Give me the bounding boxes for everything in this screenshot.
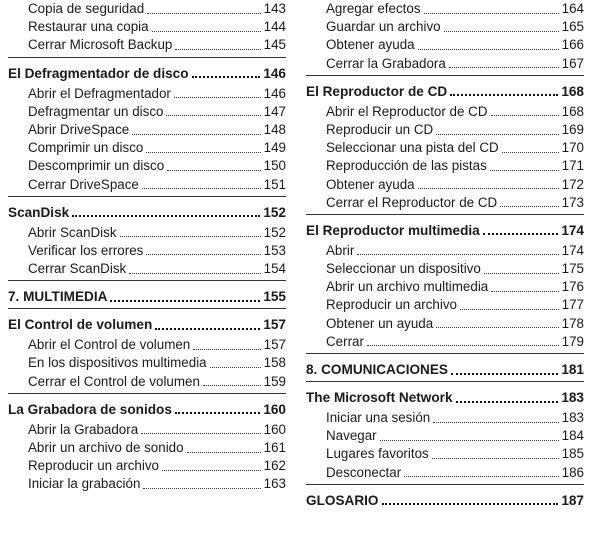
toc-entry [306, 103, 584, 121]
dot-leader [450, 94, 558, 96]
entry-title: Abrir el Reproductor de CD [326, 103, 488, 119]
page-number: 181 [561, 362, 584, 377]
page-number: 152 [263, 224, 286, 240]
page-number: 170 [561, 140, 584, 156]
entry-title: Lugares favoritos [326, 446, 429, 462]
page-number: 145 [263, 37, 286, 53]
entry-title: Abrir ScanDisk [28, 224, 117, 240]
entry-title: Navegar [326, 428, 377, 444]
toc-entry [8, 260, 286, 278]
entry-title: Desconectar [326, 464, 402, 480]
dot-leader [162, 470, 261, 471]
toc-entry [306, 464, 584, 482]
dot-leader [449, 67, 559, 68]
entry-title: Verificar los errores [28, 242, 144, 258]
section-glosario [306, 485, 584, 512]
toc-entry [8, 176, 286, 194]
toc-entry [8, 18, 286, 36]
page-number: 187 [561, 492, 584, 508]
section-heading [8, 287, 286, 306]
entry-title: Cerrar DriveSpace [28, 176, 139, 192]
toc-entry [306, 0, 584, 18]
page-number: 160 [263, 401, 286, 417]
section-title: El Reproductor de CD [306, 83, 448, 99]
entry-title: Reproducción de las pistas [326, 158, 487, 174]
toc-entry [8, 139, 286, 157]
dot-leader [174, 97, 261, 98]
entry-title: Agregar efectos [326, 1, 421, 16]
page-number: 178 [561, 315, 584, 331]
page-number: 169 [561, 121, 584, 137]
page-number: 164 [561, 1, 584, 16]
dot-leader [436, 327, 558, 328]
toc-entry [306, 139, 584, 157]
entry-title: Abrir el Control de volumen [28, 337, 191, 353]
section-title: El Control de volumen [8, 317, 153, 333]
entry-title: Cerrar la Grabadora [326, 55, 446, 71]
toc-entry [8, 373, 286, 391]
dot-leader [187, 452, 261, 453]
toc-entry [8, 336, 286, 354]
toc-entry [306, 315, 584, 333]
section-title: El Reproductor multimedia [306, 222, 480, 238]
section-heading [306, 360, 584, 379]
dot-leader [490, 170, 559, 171]
toc-entry [8, 121, 286, 139]
toc-entry [8, 457, 286, 475]
section-heading [8, 400, 286, 419]
entry-title: Abrir DriveSpace [28, 121, 130, 137]
dot-leader [166, 115, 260, 116]
dot-leader [456, 401, 559, 403]
page-number: 144 [263, 19, 286, 35]
page-number: 147 [263, 103, 286, 119]
dot-leader [436, 134, 558, 135]
page-number: 185 [561, 446, 584, 462]
dot-leader [175, 412, 260, 414]
page-number: 154 [263, 261, 286, 277]
page-number: 157 [263, 317, 286, 333]
dot-leader [146, 254, 260, 255]
dot-leader [132, 134, 260, 135]
page-number: 168 [561, 83, 584, 99]
dot-leader [146, 152, 260, 153]
toc-entry [8, 439, 286, 457]
intro-entries [306, 0, 584, 75]
page-number: 173 [561, 194, 584, 210]
dot-leader [444, 31, 559, 32]
page-number: 150 [263, 158, 286, 174]
section-heading [8, 203, 286, 222]
page-number: 177 [561, 297, 584, 313]
section-heading [8, 64, 286, 83]
section-la-grabadora-de-sonidos [8, 394, 286, 496]
toc-entry [306, 296, 584, 314]
entry-title: Restaurar una copia [28, 19, 149, 35]
page-number: 183 [561, 390, 584, 405]
toc-entry [306, 445, 584, 463]
dot-leader [72, 215, 260, 217]
dot-leader [192, 76, 261, 78]
section-title: GLOSARIO [306, 492, 379, 508]
entry-title: Cerrar ScanDisk [28, 261, 127, 277]
entry-title: Defragmentar un disco [28, 103, 164, 119]
section-heading [8, 315, 286, 334]
dot-leader [357, 254, 558, 255]
toc-entry [306, 260, 584, 278]
dot-leader [155, 328, 260, 330]
page-number: 174 [561, 242, 584, 258]
entry-title: Iniciar una sesión [326, 410, 431, 425]
page-number: 172 [561, 176, 584, 192]
page-number: 166 [561, 37, 584, 53]
intro-entries [8, 0, 286, 57]
toc-right-column [306, 0, 584, 512]
section-el-reproductor-multimedia [306, 215, 584, 353]
dot-leader [141, 433, 261, 434]
toc-left-column [8, 0, 286, 496]
dot-leader [175, 49, 260, 50]
toc-entry [306, 409, 584, 427]
entry-title: Guardar un archivo [326, 19, 441, 35]
page-number: 184 [561, 428, 584, 444]
section-8-comunicaciones [306, 354, 584, 381]
page-number: 183 [561, 410, 584, 425]
dot-leader [484, 273, 559, 274]
dot-leader [382, 503, 559, 505]
page-number: 165 [561, 19, 584, 35]
dot-leader [500, 206, 558, 207]
dot-leader [147, 13, 261, 14]
toc-entry [8, 224, 286, 242]
toc-entry [8, 85, 286, 103]
toc-entry [8, 36, 286, 54]
section-title: ScanDisk [8, 204, 70, 220]
page-number: 163 [263, 476, 286, 492]
dot-leader [167, 170, 260, 171]
section-heading [306, 491, 584, 510]
section-heading [306, 221, 584, 240]
entry-title: Reproducir un archivo [326, 297, 457, 313]
page-number: 143 [263, 1, 286, 16]
page-number: 153 [263, 242, 286, 258]
dot-leader [502, 152, 559, 153]
dot-leader [203, 385, 261, 386]
toc-entry [306, 242, 584, 260]
page-number: 148 [263, 121, 286, 137]
section-title: La Grabadora de sonidos [8, 401, 172, 417]
page-number: 160 [263, 421, 286, 437]
entry-title: Reproducir un CD [326, 121, 434, 137]
page-number: 161 [263, 440, 286, 455]
entry-title: Obtener ayuda [326, 37, 415, 53]
section-7-multimedia [8, 281, 286, 308]
dot-leader [418, 49, 559, 50]
entry-title: Abrir [326, 242, 355, 258]
entry-title: Cerrar Microsoft Backup [28, 37, 173, 53]
page-number: 168 [561, 103, 584, 119]
dot-leader [404, 476, 558, 477]
entry-title: Seleccionar un dispositivo [326, 261, 481, 277]
dot-leader [418, 188, 559, 189]
page-number: 159 [263, 373, 286, 389]
page-number: 146 [263, 85, 286, 101]
entry-title: Descomprimir un disco [28, 158, 165, 174]
section-scandisk [8, 197, 286, 281]
dot-leader [491, 291, 558, 292]
page-number: 179 [561, 333, 584, 349]
entry-title: Abrir un archivo de sonido [28, 440, 184, 455]
section-el-reproductor-de-cd [306, 76, 584, 214]
entry-title: Copia de seguridad [28, 1, 145, 16]
section-title: 7. MULTIMEDIA [8, 289, 108, 305]
section-el-control-de-volumen [8, 309, 286, 393]
toc-entry [8, 157, 286, 175]
page-number: 149 [263, 140, 286, 156]
page-number: 157 [263, 337, 286, 353]
entry-title: Abrir un archivo multimedia [326, 279, 489, 295]
dot-leader [424, 13, 559, 14]
section-the-microsoft-network [306, 382, 584, 484]
page-number: 176 [561, 279, 584, 295]
dot-leader [210, 367, 261, 368]
toc-entry [306, 176, 584, 194]
dot-leader [193, 349, 260, 350]
dot-leader [433, 422, 558, 423]
dot-leader [460, 309, 559, 310]
section-el-defragmentador-de-disco [8, 58, 286, 196]
section-title: The Microsoft Network [306, 390, 453, 405]
page-number: 152 [263, 204, 286, 220]
page-number: 167 [561, 55, 584, 71]
page-number: 174 [561, 222, 584, 238]
dot-leader [367, 345, 559, 346]
toc-entry [8, 421, 286, 439]
toc-entry [306, 157, 584, 175]
entry-title: Iniciar la grabación [28, 476, 141, 492]
dot-leader [120, 236, 261, 237]
toc-entry [306, 278, 584, 296]
dot-leader [110, 300, 260, 302]
entry-title: Cerrar el Reproductor de CD [326, 194, 498, 210]
page-number: 186 [561, 464, 584, 480]
page-number: 171 [561, 158, 584, 174]
dot-leader [491, 115, 559, 116]
entry-title: Abrir el Defragmentador [28, 85, 171, 101]
toc-entry [8, 103, 286, 121]
section-title: 8. COMUNICACIONES [306, 362, 448, 377]
dot-leader [152, 31, 261, 32]
entry-title: Obtener un ayuda [326, 315, 434, 331]
toc-entry [8, 0, 286, 18]
toc-entry [306, 121, 584, 139]
entry-title: Obtener ayuda [326, 176, 415, 192]
page-number: 151 [263, 176, 286, 192]
section-title: El Defragmentador de disco [8, 65, 189, 81]
dot-leader [483, 233, 559, 235]
page-number: 175 [561, 261, 584, 277]
entry-title: Abrir la Grabadora [28, 421, 139, 437]
entry-title: En los dispositivos multimedia [28, 355, 207, 371]
toc-entry [306, 427, 584, 445]
dot-leader [143, 488, 260, 489]
page-number: 158 [263, 355, 286, 371]
dot-leader [432, 458, 559, 459]
page-number: 162 [263, 458, 286, 474]
dot-leader [380, 440, 559, 441]
section-heading [306, 388, 584, 407]
toc-entry [8, 475, 286, 493]
entry-title: Comprimir un disco [28, 140, 144, 156]
toc-entry [306, 55, 584, 73]
toc-entry [306, 36, 584, 54]
entry-title: Cerrar el Control de volumen [28, 373, 200, 389]
toc-entry [306, 333, 584, 351]
toc-entry [306, 18, 584, 36]
dot-leader [451, 373, 558, 375]
toc-entry [8, 242, 286, 260]
section-heading [306, 82, 584, 101]
dot-leader [142, 188, 261, 189]
toc-entry [8, 354, 286, 372]
page-number: 146 [263, 65, 286, 81]
entry-title: Cerrar [326, 333, 364, 349]
toc-entry [306, 194, 584, 212]
entry-title: Seleccionar una pista del CD [326, 140, 499, 156]
page-number: 155 [263, 289, 286, 305]
entry-title: Reproducir un archivo [28, 458, 159, 474]
dot-leader [129, 273, 260, 274]
